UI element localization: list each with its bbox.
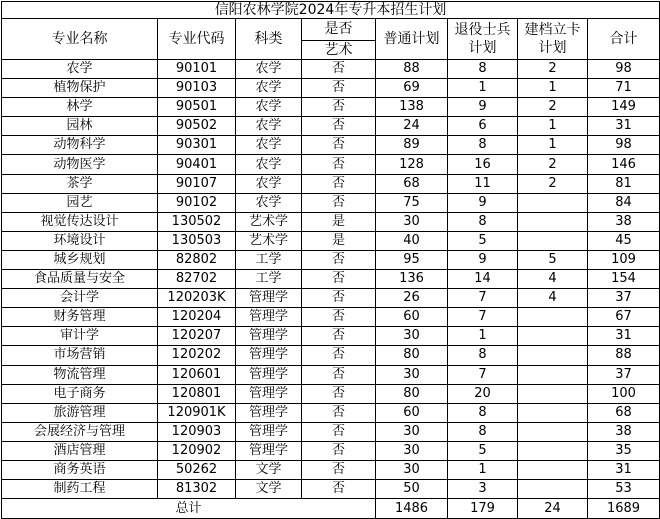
cell-poverty xyxy=(518,308,588,327)
cell-category: 农学 xyxy=(236,193,302,212)
cell-total: 53 xyxy=(588,480,660,499)
cell-category: 管理学 xyxy=(236,422,302,441)
cell-veteran: 3 xyxy=(448,480,518,499)
cell-category: 工学 xyxy=(236,250,302,269)
cell-total: 31 xyxy=(588,460,660,479)
cell-regular: 50 xyxy=(376,480,448,499)
cell-poverty: 1 xyxy=(518,117,588,136)
cell-regular: 80 xyxy=(376,346,448,365)
cell-veteran: 5 xyxy=(448,441,518,460)
cell-total: 31 xyxy=(588,117,660,136)
enrollment-plan-table xyxy=(1,1,660,519)
cell-art: 否 xyxy=(302,270,376,289)
table-row xyxy=(2,117,660,136)
cell-total: 98 xyxy=(588,136,660,155)
cell-regular: 89 xyxy=(376,136,448,155)
cell-total: 71 xyxy=(588,79,660,98)
table-row xyxy=(2,98,660,117)
cell-regular: 30 xyxy=(376,365,448,384)
cell-poverty xyxy=(518,346,588,365)
table-row xyxy=(2,460,660,479)
cell-category: 农学 xyxy=(236,174,302,193)
cell-name: 动物科学 xyxy=(2,136,158,155)
cell-category: 工学 xyxy=(236,270,302,289)
cell-poverty: 4 xyxy=(518,289,588,308)
cell-total: 31 xyxy=(588,327,660,346)
cell-poverty xyxy=(518,441,588,460)
cell-total: 38 xyxy=(588,212,660,231)
cell-total: 67 xyxy=(588,308,660,327)
table-row xyxy=(2,480,660,499)
cell-poverty xyxy=(518,231,588,250)
cell-total: 45 xyxy=(588,231,660,250)
cell-art: 否 xyxy=(302,460,376,479)
header-is-art-line2: 艺术 xyxy=(302,40,375,59)
cell-name: 园艺 xyxy=(2,193,158,212)
cell-art: 否 xyxy=(302,480,376,499)
table-row xyxy=(2,174,660,193)
cell-total: 68 xyxy=(588,403,660,422)
header-poverty-line1: 建档立卡 xyxy=(524,22,581,38)
cell-code: 50262 xyxy=(158,460,236,479)
cell-name: 园林 xyxy=(2,117,158,136)
cell-regular: 30 xyxy=(376,441,448,460)
header-name: 专业名称 xyxy=(2,19,158,60)
cell-art: 否 xyxy=(302,422,376,441)
cell-code: 90501 xyxy=(158,98,236,117)
cell-art: 否 xyxy=(302,289,376,308)
cell-name: 旅游管理 xyxy=(2,403,158,422)
table-row xyxy=(2,231,660,250)
cell-name: 商务英语 xyxy=(2,460,158,479)
cell-regular: 30 xyxy=(376,460,448,479)
cell-category: 管理学 xyxy=(236,327,302,346)
cell-art: 否 xyxy=(302,174,376,193)
cell-regular: 136 xyxy=(376,270,448,289)
cell-veteran: 7 xyxy=(448,308,518,327)
cell-code: 90301 xyxy=(158,136,236,155)
cell-poverty: 1 xyxy=(518,136,588,155)
cell-category: 管理学 xyxy=(236,346,302,365)
cell-veteran: 8 xyxy=(448,212,518,231)
totals-poverty: 24 xyxy=(518,499,588,519)
cell-name: 环境设计 xyxy=(2,231,158,250)
cell-veteran: 16 xyxy=(448,155,518,174)
cell-veteran: 5 xyxy=(448,231,518,250)
cell-regular: 128 xyxy=(376,155,448,174)
cell-code: 130502 xyxy=(158,212,236,231)
cell-code: 90401 xyxy=(158,155,236,174)
cell-category: 农学 xyxy=(236,79,302,98)
cell-veteran: 7 xyxy=(448,365,518,384)
table-row xyxy=(2,212,660,231)
cell-regular: 40 xyxy=(376,231,448,250)
cell-total: 149 xyxy=(588,98,660,117)
cell-regular: 138 xyxy=(376,98,448,117)
cell-code: 120801 xyxy=(158,384,236,403)
cell-art: 是 xyxy=(302,212,376,231)
cell-name: 制药工程 xyxy=(2,480,158,499)
cell-code: 90101 xyxy=(158,60,236,79)
cell-poverty: 2 xyxy=(518,98,588,117)
cell-regular: 26 xyxy=(376,289,448,308)
cell-code: 120601 xyxy=(158,365,236,384)
table-row xyxy=(2,136,660,155)
cell-art: 否 xyxy=(302,60,376,79)
cell-total: 88 xyxy=(588,346,660,365)
cell-veteran: 14 xyxy=(448,270,518,289)
cell-poverty: 2 xyxy=(518,155,588,174)
cell-name: 会展经济与管理 xyxy=(2,422,158,441)
cell-regular: 30 xyxy=(376,422,448,441)
table-row xyxy=(2,79,660,98)
cell-regular: 95 xyxy=(376,250,448,269)
cell-name: 植物保护 xyxy=(2,79,158,98)
cell-poverty xyxy=(518,460,588,479)
cell-art: 否 xyxy=(302,308,376,327)
cell-veteran: 9 xyxy=(448,193,518,212)
cell-poverty xyxy=(518,422,588,441)
header-poverty xyxy=(518,19,588,60)
cell-total: 98 xyxy=(588,60,660,79)
cell-category: 农学 xyxy=(236,155,302,174)
cell-art: 否 xyxy=(302,365,376,384)
cell-total: 37 xyxy=(588,289,660,308)
table-row xyxy=(2,60,660,79)
table-row xyxy=(2,403,660,422)
cell-regular: 60 xyxy=(376,308,448,327)
cell-category: 文学 xyxy=(236,460,302,479)
cell-code: 120207 xyxy=(158,327,236,346)
cell-poverty xyxy=(518,212,588,231)
cell-name: 视觉传达设计 xyxy=(2,212,158,231)
cell-category: 艺术学 xyxy=(236,212,302,231)
cell-regular: 30 xyxy=(376,327,448,346)
cell-veteran: 20 xyxy=(448,384,518,403)
table-row xyxy=(2,250,660,269)
cell-poverty xyxy=(518,365,588,384)
cell-total: 81 xyxy=(588,174,660,193)
header-veteran xyxy=(448,19,518,60)
cell-regular: 69 xyxy=(376,79,448,98)
cell-veteran: 9 xyxy=(448,98,518,117)
cell-veteran: 8 xyxy=(448,136,518,155)
cell-regular: 30 xyxy=(376,212,448,231)
header-is-art-line1: 是否 xyxy=(324,20,353,37)
cell-poverty xyxy=(518,403,588,422)
header-poverty-line2: 计划 xyxy=(538,40,567,56)
cell-total: 37 xyxy=(588,365,660,384)
header-is-art xyxy=(302,19,376,60)
cell-code: 120202 xyxy=(158,346,236,365)
cell-name: 电子商务 xyxy=(2,384,158,403)
cell-code: 90103 xyxy=(158,79,236,98)
cell-regular: 68 xyxy=(376,174,448,193)
table-row xyxy=(2,193,660,212)
cell-name: 城乡规划 xyxy=(2,250,158,269)
cell-art: 否 xyxy=(302,384,376,403)
header-category: 科类 xyxy=(236,19,302,60)
cell-regular: 88 xyxy=(376,60,448,79)
cell-art: 否 xyxy=(302,250,376,269)
cell-code: 90102 xyxy=(158,193,236,212)
cell-name: 市场营销 xyxy=(2,346,158,365)
header-code: 专业代码 xyxy=(158,19,236,60)
cell-name: 茶学 xyxy=(2,174,158,193)
cell-poverty xyxy=(518,480,588,499)
cell-art: 否 xyxy=(302,346,376,365)
cell-regular: 24 xyxy=(376,117,448,136)
cell-art: 否 xyxy=(302,117,376,136)
cell-veteran: 8 xyxy=(448,346,518,365)
cell-total: 109 xyxy=(588,250,660,269)
cell-art: 否 xyxy=(302,441,376,460)
table-row xyxy=(2,289,660,308)
cell-category: 管理学 xyxy=(236,441,302,460)
cell-veteran: 8 xyxy=(448,403,518,422)
table-row xyxy=(2,422,660,441)
cell-art: 否 xyxy=(302,136,376,155)
table-row xyxy=(2,365,660,384)
table-row xyxy=(2,308,660,327)
cell-category: 农学 xyxy=(236,98,302,117)
totals-row xyxy=(2,499,660,519)
cell-veteran: 6 xyxy=(448,117,518,136)
header-regular: 普通计划 xyxy=(376,19,448,60)
cell-code: 120204 xyxy=(158,308,236,327)
table-row xyxy=(2,346,660,365)
cell-category: 管理学 xyxy=(236,289,302,308)
cell-poverty xyxy=(518,193,588,212)
cell-name: 会计学 xyxy=(2,289,158,308)
cell-poverty: 2 xyxy=(518,174,588,193)
cell-total: 38 xyxy=(588,422,660,441)
cell-poverty: 4 xyxy=(518,270,588,289)
cell-art: 否 xyxy=(302,79,376,98)
cell-art: 否 xyxy=(302,327,376,346)
cell-category: 管理学 xyxy=(236,365,302,384)
cell-category: 管理学 xyxy=(236,308,302,327)
cell-poverty: 1 xyxy=(518,79,588,98)
cell-art: 是 xyxy=(302,231,376,250)
cell-art: 否 xyxy=(302,155,376,174)
header-row xyxy=(2,19,660,60)
cell-category: 农学 xyxy=(236,117,302,136)
cell-name: 财务管理 xyxy=(2,308,158,327)
cell-code: 120902 xyxy=(158,441,236,460)
cell-name: 林学 xyxy=(2,98,158,117)
cell-name: 物流管理 xyxy=(2,365,158,384)
cell-art: 否 xyxy=(302,403,376,422)
cell-code: 120203K xyxy=(158,289,236,308)
cell-veteran: 11 xyxy=(448,174,518,193)
cell-poverty xyxy=(518,384,588,403)
table-title: 信阳农林学院2024年专升本招生计划 xyxy=(2,2,660,19)
cell-code: 82702 xyxy=(158,270,236,289)
cell-veteran: 1 xyxy=(448,327,518,346)
cell-art: 否 xyxy=(302,98,376,117)
totals-label: 总计 xyxy=(2,499,376,519)
cell-name: 农学 xyxy=(2,60,158,79)
cell-poverty xyxy=(518,327,588,346)
table-row xyxy=(2,384,660,403)
cell-poverty: 2 xyxy=(518,60,588,79)
cell-category: 管理学 xyxy=(236,403,302,422)
cell-total: 154 xyxy=(588,270,660,289)
cell-name: 动物医学 xyxy=(2,155,158,174)
header-total: 合计 xyxy=(588,19,660,60)
header-veteran-line2: 计划 xyxy=(468,40,497,56)
cell-veteran: 8 xyxy=(448,422,518,441)
cell-total: 146 xyxy=(588,155,660,174)
totals-veteran: 179 xyxy=(448,499,518,519)
cell-category: 文学 xyxy=(236,480,302,499)
cell-regular: 80 xyxy=(376,384,448,403)
cell-code: 82802 xyxy=(158,250,236,269)
cell-category: 管理学 xyxy=(236,384,302,403)
cell-name: 酒店管理 xyxy=(2,441,158,460)
cell-total: 100 xyxy=(588,384,660,403)
cell-code: 90107 xyxy=(158,174,236,193)
cell-art: 否 xyxy=(302,193,376,212)
header-veteran-line1: 退役士兵 xyxy=(454,22,511,38)
cell-poverty: 5 xyxy=(518,250,588,269)
table-row xyxy=(2,327,660,346)
cell-name: 食品质量与安全 xyxy=(2,270,158,289)
cell-name: 审计学 xyxy=(2,327,158,346)
cell-code: 120903 xyxy=(158,422,236,441)
cell-veteran: 9 xyxy=(448,250,518,269)
cell-category: 农学 xyxy=(236,136,302,155)
cell-veteran: 1 xyxy=(448,460,518,479)
cell-total: 84 xyxy=(588,193,660,212)
cell-code: 81302 xyxy=(158,480,236,499)
cell-regular: 60 xyxy=(376,403,448,422)
table-row xyxy=(2,270,660,289)
cell-regular: 75 xyxy=(376,193,448,212)
cell-category: 农学 xyxy=(236,60,302,79)
totals-regular: 1486 xyxy=(376,499,448,519)
cell-code: 130503 xyxy=(158,231,236,250)
cell-code: 90502 xyxy=(158,117,236,136)
table-row xyxy=(2,155,660,174)
table-row xyxy=(2,441,660,460)
cell-code: 120901K xyxy=(158,403,236,422)
cell-veteran: 1 xyxy=(448,79,518,98)
cell-category: 艺术学 xyxy=(236,231,302,250)
cell-total: 35 xyxy=(588,441,660,460)
cell-veteran: 7 xyxy=(448,289,518,308)
cell-veteran: 8 xyxy=(448,60,518,79)
totals-total: 1689 xyxy=(588,499,660,519)
